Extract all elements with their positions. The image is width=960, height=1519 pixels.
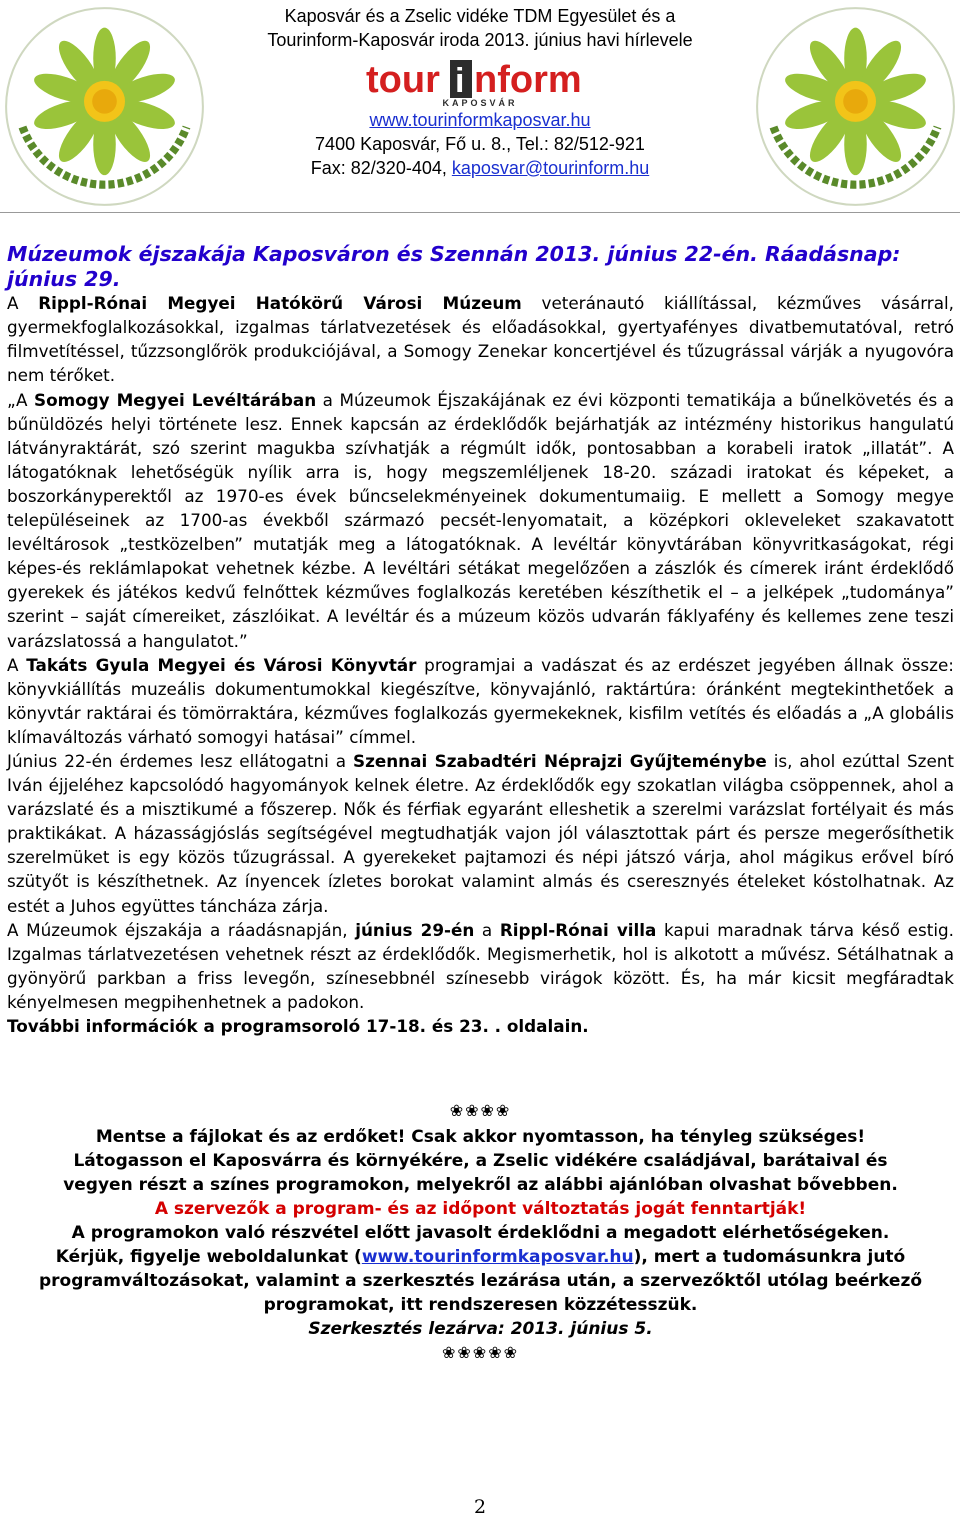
email-link[interactable]: kaposvar@tourinform.hu: [451, 158, 650, 178]
newsletter-header: [0, 0, 960, 215]
header-line1: Kaposvár és a Zselic vidéke TDM Egyesület és a: [284, 6, 676, 26]
paragraph-szenna: Június 22-én érdemes lesz ellátogatni a Szennai Szabadtéri Néprajzi Gyűjteménybe is, ahol ezúttal Szent Iván éjjeléhez kapcsolódó hagyományok kelnek életre. Az érdeklődők egy szokatlan világba csöppennek, ahol a varázslaté és a misztikumé a főszerep. Nők és férfiak egyaránt elleshetik a szerelmi varázslat fortélyait és más praktikákat. A házasságjóslás segítségével megtudhatják vajon jól választottak párt és persze megerősíthetik szerelmüket is egy közös tűzugrással. A gyerekeket pajtamozi és népi játszó várja, ahol mágikus erővel bíró szütyőt is készíthetnek. Az ínyencek ízletes borokat valamint almás és cseresznyés ételeket kóstolhatnak. Az estét a Juhos együttes táncháza zárja.: [7, 750, 954, 916]
header-divider: [0, 212, 960, 213]
header-address: 7400 Kaposvár, Fő u. 8., Tel.: 82/512-921: [315, 134, 645, 154]
print-notice: Mentse a fájlokat és az erdőket! Csak akkor nyomtasson, ha tényleg szükséges!: [95, 1127, 866, 1148]
inquiry-advice: A programokon való részvétel előtt javasolt érdeklődni a megadott elérhetőségeken.: [71, 1223, 890, 1244]
szenna-name: Szennai Szabadtéri Néprajzi Gyűjteménybe: [353, 750, 767, 771]
editing-closed-date: Szerkesztés lezárva: 2013. június 5.: [308, 1319, 653, 1340]
article-body: [7, 242, 954, 1365]
library-name: Takáts Gyula Megyei és Városi Könyvtár: [26, 654, 417, 675]
archive-name: Somogy Megyei Levéltárában: [34, 389, 317, 410]
visit-invitation: Látogasson el Kaposvárra és környékére, a Zselic vidékére családjával, barátaival és vegyen részt a színes programokon, melyekről az alábbi ajánlóban olvashat bővebben.: [63, 1151, 898, 1196]
footer-website-link[interactable]: www.tourinformkaposvar.hu: [361, 1247, 634, 1268]
villa-name: Rippl-Rónai villa: [499, 919, 657, 940]
header-center-block: [210, 4, 750, 180]
tourinform-logo-right-text: nform: [474, 59, 582, 101]
tourinform-logo-subtitle: KAPOSVÁR: [442, 98, 518, 108]
website-notice: Kérjük, figyelje weboldalunkat (www.tourinformkaposvar.hu), mert a tudomásunkra jutó programváltozásokat, valamint a szerkesztés lezárása után, a szervezőktől utólag beérkező programokat, itt rendszeresen közzétesszük.: [38, 1247, 923, 1316]
tourinform-logo-left-text: tour: [366, 59, 440, 101]
article-title: Múzeumok éjszakája Kaposváron és Szennán 2013. június 22-én. Ráadásnap: június 29.: [7, 242, 901, 291]
header-contact: [210, 156, 750, 180]
paragraph-archive: „A Somogy Megyei Levéltárában a Múzeumok Éjszakájának ez évi központi tematikája a bűnelkövetés és a bűnüldözés helyi története lesz. Ennek kapcsán az érdeklődők bejárhatják az intézmény historikus hangulatú látványraktárát, szó szerint magukba szívhatják a régmúlt idők, pontosabban a korabeli iratok „illatát”. A látogatóknak lehetőségük nyílik arra is, hogy megszemléljenek 18-20. századi iratokat és képeket, a boszorkányperektől az 1970-es évek bűncselekményeinek dokumentumaiig. E mellett a Somogy megye településeinek az 1700-as évekből származó pecsét-lenyomatait, a középkori okleveleket szakavatott levéltárosok „testközelben” mutatják meg a látogatóknak. A levéltár könyvtárában könyvritkaságokat, régi képes-és reklámlapokat vehetnek kézbe. A levéltári sétákat megelőzően a zászlók és címerek iránt érdeklődő gyerekek és játékos kedvű felnőttek kézműves foglalkozás keretében készíthetik el – a jelképek „tudománya” szerint – saját címereiket, zászlóikat. A levéltár és a múzeum közös udvarán fáklyafény és kellemes zene teszi varázslatossá a hangulatot.”: [7, 389, 954, 651]
tourinform-logo: [366, 58, 594, 108]
page-number: 2: [473, 1496, 487, 1518]
header-line2: Tourinform-Kaposvár iroda 2013. június havi hírlevele: [267, 30, 693, 50]
organizer-rights-warning: A szervezők a program- és az időpont változtatás jogát fenntartják!: [154, 1199, 807, 1220]
paragraph-museum: A Rippl-Rónai Megyei Hatókörű Városi Múzeum veteránautó kiállítással, kézműves vásárral, gyermekfoglalkozásokkal, izgalmas tárlatvezetések és előadásokkal, gyertyafényes divatbemutatóval, retró filmvetítéssel, tűzzsonglőrök produkciójával, a Somogy Zenekar koncertjével és tűzugrással várják a nyugovóra nem térőket.: [7, 293, 954, 386]
tdm-association-logo-right: [753, 4, 958, 209]
paragraph-villa: A Múzeumok éjszakája a ráadásnapján, június 29-én a Rippl-Rónai villa kapui maradnak tárva késő estig. Izgalmas tárlatvezetésen vehetnek részt az érdeklődők. Megismerhetik, hol is alkotott a művész. Sétálhatnak a gyönyörű parkban a friss levegőn, színesebbnél színesebb virágok között. És, ha már kicsit megfáradtak kényelmesen megpihenhetnek a padokon.: [7, 919, 954, 1012]
more-info-line: További információk a programsoroló 17-18. és 23. . oldalain.: [7, 1016, 589, 1036]
website-link[interactable]: www.tourinformkaposvar.hu: [369, 110, 591, 130]
extra-day-date: június 29-én: [355, 919, 475, 940]
svg-text:i: i: [455, 62, 465, 100]
paragraph-library: A Takáts Gyula Megyei és Városi Könyvtár programjai a vadászat és az erdészet jegyében állnak össze: könyvkiállítás muzeális dokumentumokkal kiegészítve, könyvajánló, raktártúra: óránként megtekinthetőek a könyvtár raktárai és tömörraktára, kézműves foglalkozás gyermekeknek, kisfilm vetítés és előadás a „A globális klímaváltozás várható somogyi hatásai” címmel.: [7, 654, 954, 747]
flower-symbols-bottom: ❀❀❀❀❀: [441, 1343, 520, 1363]
tdm-association-logo-left: [2, 4, 207, 209]
fax-text: Fax: 82/320-404,: [310, 158, 452, 178]
flower-symbols-top: ❀❀❀❀: [449, 1101, 512, 1121]
museum-name: Rippl-Rónai Megyei Hatókörű Városi Múzeum: [38, 293, 522, 314]
